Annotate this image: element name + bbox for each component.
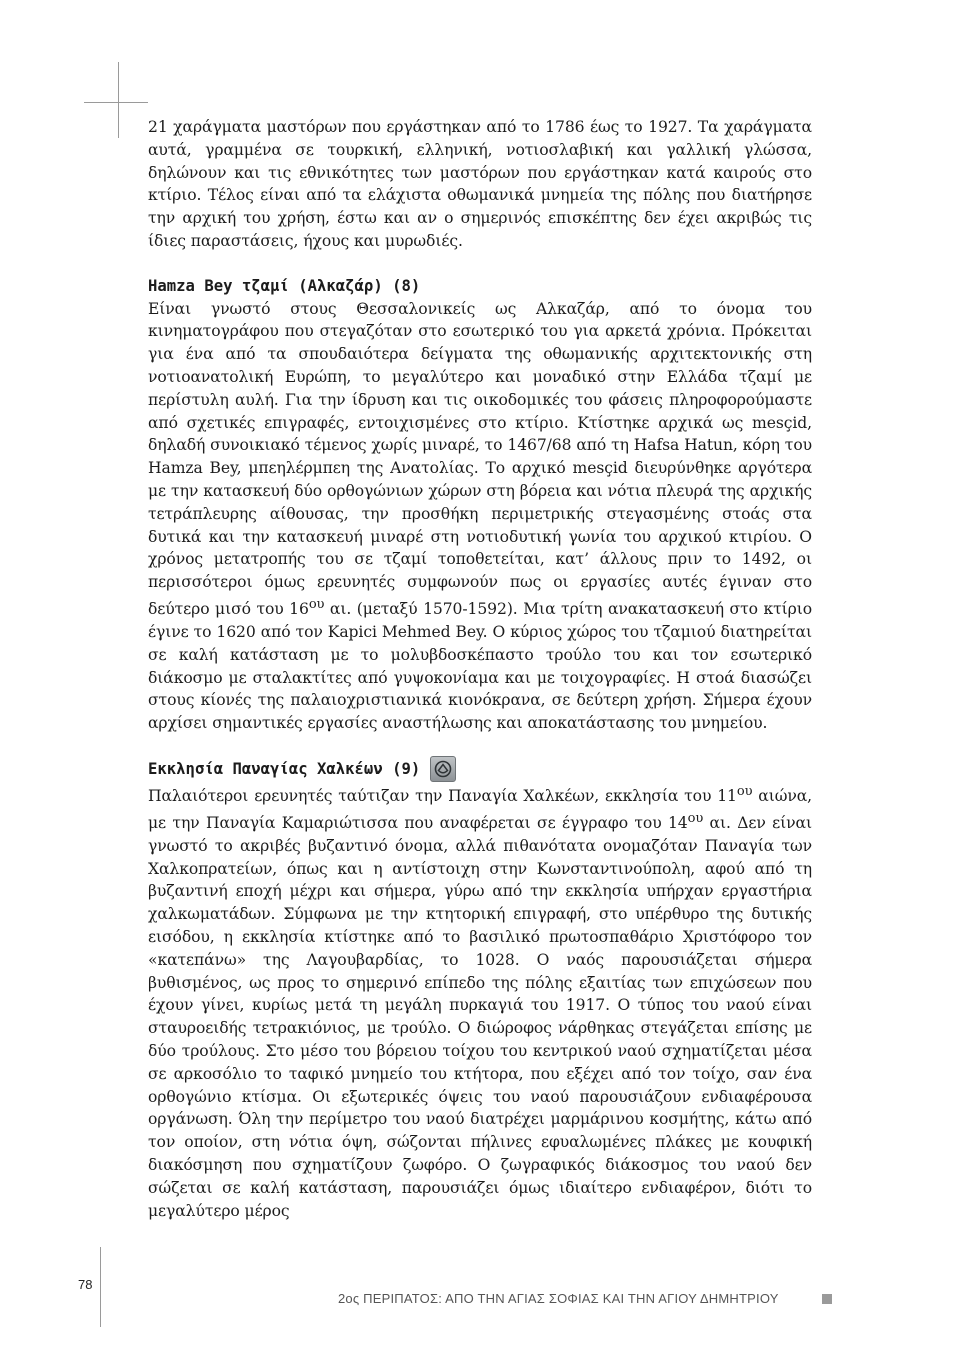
paragraph-text: αι. (μεταξύ 1570-1592). Μια τρίτη ανακατασκευή στο κτίριο έγινε το 1620 από τον Kapici Mehmed Bey. Ο κύριος χώρος του τζαμιού διατηρείται σε καλή κατάσταση με το μολυβδοσκέπαστο τρούλο του και τον εσωτερικό διάκοσμο με σταλακτίτες από γυψοκονίαμα και με τοιχογραφίες. Η στοά διασώζει στους κίονές της παλαιοχριστιανικά κιονόκρανα, σε δεύτερη χρήση. Σήμερα έχουν αρχίσει σημαντικές εργασίες αναστήλωσης και αποκατάστασης του μνημείου. bbox=[148, 600, 812, 733]
section-paragraph-hamza-bey bbox=[148, 298, 812, 735]
crop-mark-horizontal bbox=[84, 102, 148, 103]
crop-mark-vertical bbox=[118, 62, 119, 138]
running-title: 2ος ΠΕΡΙΠΑΤΟΣ: ΑΠΟ ΤΗΝ ΑΓΙΑΣ ΣΟΦΙΑΣ ΚΑΙ ΤΗΝ ΑΓΙΟΥ ΔΗΜΗΤΡΙΟΥ bbox=[338, 1291, 779, 1306]
section-heading-hamza-bey: Hamza Bey τζαμί (Αλκαζάρ) (8) bbox=[148, 276, 421, 295]
paragraph-text: αιώνα, με την Παναγία Καμαριώτισσα που αναφέρεται σε έγγραφο του 14 bbox=[148, 787, 812, 833]
superscript: ου bbox=[687, 810, 704, 826]
superscript: ου bbox=[736, 783, 753, 799]
main-text bbox=[148, 116, 812, 1222]
paragraph-text: Παλαιότεροι ερευνητές ταύτιζαν την Παναγία Χαλκέων, εκκλησία του 11 bbox=[148, 787, 737, 806]
footer-square-mark bbox=[822, 1294, 832, 1304]
page-number: 78 bbox=[78, 1277, 93, 1292]
paragraph-text: αι. Δεν είναι γνωστό το ακριβές βυζαντινό όνομα, αλλά πιθανότατα ονομαζόταν Παναγία των Χαλκοπρατείων, όπως και η αντίστοιχη στην Κωνσταντινούπολη, αφού από τη βυζαντινή εποχή μέχρι και σήμερα, γύρω από την εκκλησία υπήρχαν εργαστήρια χαλκωματάδων. Σύμφωνα με την κτητορική επιγραφή, στο υπέρθυρο της δυτικής εισόδου, η εκκλησία κτίστηκε από το βασιλικό πρωτοσπαθάριο Χριστόφορο τον «κατεπάνω» της Λαγουβαρδίας, το 1028. Ο ναός παρουσιάζεται σήμερα βυθισμένος, ως προς το σημερινό επίπεδο της πόλης εξαιτίας των επιχώσεων που έχουν γίνει, κυρίως μετά τη μεγάλη πυρκαγιά του 1917. Ο τύπος του ναού είναι σταυροειδής τετρακιόνιος, με τρούλο. Ο διώροφος νάρθηκας στεγάζεται επίσης με δύο τρούλους. Στο μέσο του βόρειου τοίχου του κεντρικού ναού σχηματίζεται μέσα σε αρκοσόλιο το ταφικό μνημείο του κτήτορα, που εξέχει από τον τοίχο, σαν ένα ορθογώνιο κτίσμα. Οι εξωτερικές όψεις του ναού παρουσιάζουν ενδιαφέρουσα οργάνωση. Όλη την περίμετρο του ναού διατρέχει μαρμάρινου κοσμήτης, κάτω από τον οποίον, στη νότια όψη, σώζονται πήλινες εφυαλωμένες πλάκες με κουφική διακόσμηση που σχηματίζουν ζωφόρο. Ο ζωγραφικός διάκοσμος του ναού δεν σώζεται σε καλή κατάσταση, παρουσιάζει όμως ιδιαίτερο ενδιαφέρον, διότι το μεγαλύτερο μέρος bbox=[148, 814, 812, 1220]
unesco-heritage-icon bbox=[430, 756, 456, 782]
section-heading-panagia-chalkeon: Εκκλησία Παναγίας Χαλκέων (9) bbox=[148, 759, 421, 778]
footer-rule bbox=[100, 1247, 101, 1327]
section-heading-row-panagia bbox=[148, 757, 812, 781]
paragraph-text: Είναι γνωστό στους Θεσσαλονικείς ως Αλκαζάρ, από το όνομα του κινηματογράφου που στεγαζόταν στο εσωτερικό του για αρκετά χρόνια. Πρόκειται για ένα από τα σπουδαιότερα δείγματα της οθωμανικής αρχιτεκτονικής στη νοτιοανατολική Ευρώπη, το μεγαλύτερο και μοναδικό στην Ελλάδα τζαμί με περίστυλη αυλή. Για την ίδρυση και τις οικοδομικές του φάσεις πληροφορούμαστε από σχετικές επιγραφές, εντοιχισμένες στο κτίριο. Κτίστηκε αρχικά ως mesçid, δηλαδή συνοικιακό τέμενος χωρίς μιναρέ, το 1467/68 από τη Hafsa Hatun, κόρη του Hamza Bey, μπεηλέρμπεη της Ανατολίας. Το αρχικό mesçid διευρύνθηκε αργότερα με την κατασκευή δύο ορθογώνιων χώρων στη βόρεια και νότια πλευρά της αρχικής τετράπλευρης αίθουσας, την προσθήκη περιμετρικής στεγασμένης στοάς στα δυτικά και την κατασκευή μιναρέ στη νοτιοδυτική γωνία του αρχικού κτιρίου. Ο χρόνος μετατροπής του σε τζαμί τοποθετείται, κατ’ άλλους πριν το 1492, οι περισσότεροι όμως ερευνητές συμφωνούν πως οι εργασίες αυτές έγιναν στο δεύτερο μισό του 16 bbox=[148, 299, 812, 619]
section-paragraph-panagia-chalkeon bbox=[148, 781, 812, 1223]
intro-paragraph: 21 χαράγματα μαστόρων που εργάστηκαν από το 1786 έως το 1927. Τα χαράγματα αυτά, γραμμένα σε τουρκική, ελληνική, νοτιοσλαβική και γαλλική γλώσσα, δηλώνουν και τις εθνικότητες των μαστόρων που εργάστηκαν κατά καιρούς στο κτίριο. Τέλος είναι από τα ελάχιστα οθωμανικά μνημεία της πόλης που διατήρησε την αρχική του χρήση, έστω και αν ο σημερινός επισκέπτης δεν έχει ακριβώς τις ίδιες παραστάσεις, ήχους και μυρωδιές. bbox=[148, 118, 812, 250]
superscript: ου bbox=[308, 596, 325, 612]
